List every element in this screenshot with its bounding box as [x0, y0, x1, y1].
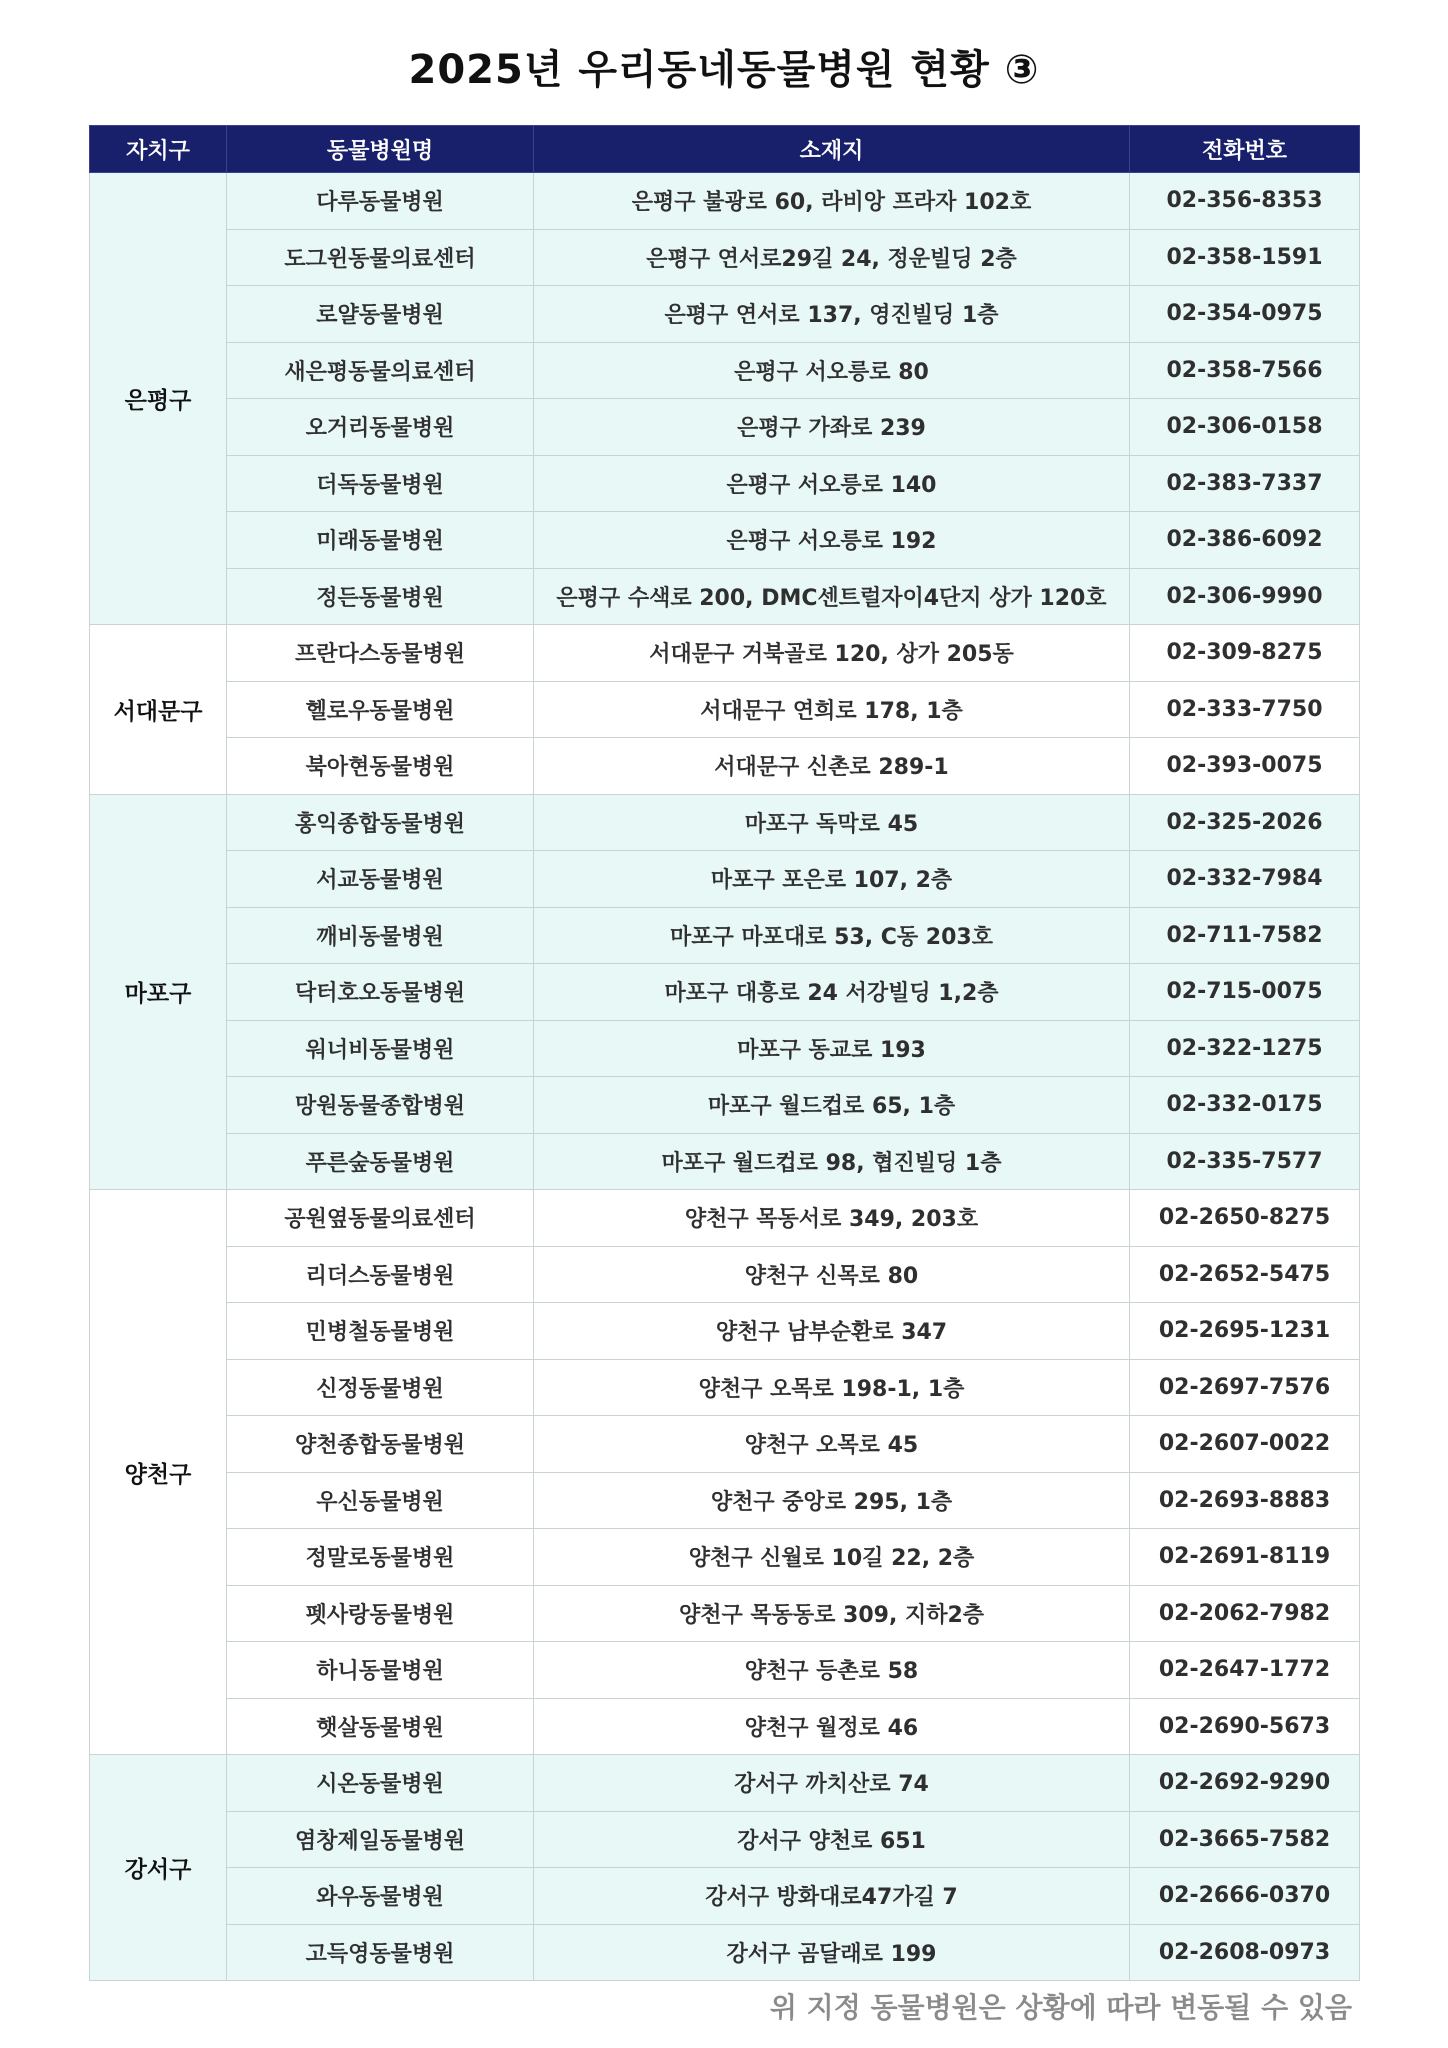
- district-cell: 은평구: [90, 173, 227, 625]
- hospital-name-cell: 염창제일동물병원: [227, 1811, 534, 1868]
- district-cell: 서대문구: [90, 625, 227, 795]
- hospital-name-cell: 시온동물병원: [227, 1755, 534, 1812]
- hospital-name-cell: 햇살동물병원: [227, 1698, 534, 1755]
- phone-cell: 02-358-7566: [1130, 342, 1360, 399]
- table-row: [90, 681, 1360, 738]
- phone-cell: 02-711-7582: [1130, 907, 1360, 964]
- address-cell: 서대문구 신촌로 289-1: [534, 738, 1130, 795]
- table-row: [90, 512, 1360, 569]
- address-cell: 마포구 월드컵로 98, 협진빌딩 1층: [534, 1133, 1130, 1190]
- hospital-name-cell: 더독동물병원: [227, 455, 534, 512]
- phone-cell: 02-2062-7982: [1130, 1585, 1360, 1642]
- address-cell: 은평구 서오릉로 192: [534, 512, 1130, 569]
- hospital-name-cell: 리더스동물병원: [227, 1246, 534, 1303]
- address-cell: 은평구 가좌로 239: [534, 399, 1130, 456]
- hospital-name-cell: 우신동물병원: [227, 1472, 534, 1529]
- hospital-table: [89, 125, 1360, 1981]
- address-cell: 은평구 연서로 137, 영진빌딩 1층: [534, 286, 1130, 343]
- phone-cell: 02-715-0075: [1130, 964, 1360, 1021]
- phone-cell: 02-2690-5673: [1130, 1698, 1360, 1755]
- hospital-name-cell: 서교동물병원: [227, 851, 534, 908]
- address-cell: 마포구 독막로 45: [534, 794, 1130, 851]
- table-row: [90, 1811, 1360, 1868]
- phone-cell: 02-306-9990: [1130, 568, 1360, 625]
- address-cell: 은평구 불광로 60, 라비앙 프라자 102호: [534, 173, 1130, 230]
- phone-cell: 02-356-8353: [1130, 173, 1360, 230]
- table-row: [90, 568, 1360, 625]
- phone-cell: 02-335-7577: [1130, 1133, 1360, 1190]
- page-title: 2025년 우리동네동물병원 현황 ③: [408, 47, 1040, 93]
- table-row: [90, 1698, 1360, 1755]
- table-row: [90, 1924, 1360, 1981]
- table-row: [90, 1868, 1360, 1925]
- district-group: [90, 625, 1360, 795]
- table-row: [90, 794, 1360, 851]
- hospital-table-container: [89, 125, 1359, 1981]
- phone-cell: 02-354-0975: [1130, 286, 1360, 343]
- table-row: [90, 1190, 1360, 1247]
- hospital-name-cell: 다루동물병원: [227, 173, 534, 230]
- hospital-name-cell: 양천종합동물병원: [227, 1416, 534, 1473]
- hospital-name-cell: 망원동물종합병원: [227, 1077, 534, 1134]
- table-row: [90, 964, 1360, 1021]
- address-cell: 양천구 목동서로 349, 203호: [534, 1190, 1130, 1247]
- hospital-name-cell: 새은평동물의료센터: [227, 342, 534, 399]
- hospital-name-cell: 헬로우동물병원: [227, 681, 534, 738]
- phone-cell: 02-386-6092: [1130, 512, 1360, 569]
- address-cell: 양천구 오목로 45: [534, 1416, 1130, 1473]
- hospital-name-cell: 공원옆동물의료센터: [227, 1190, 534, 1247]
- district-group: [90, 794, 1360, 1190]
- hospital-name-cell: 하니동물병원: [227, 1642, 534, 1699]
- hospital-name-cell: 푸른숲동물병원: [227, 1133, 534, 1190]
- address-cell: 강서구 까치산로 74: [534, 1755, 1130, 1812]
- phone-cell: 02-325-2026: [1130, 794, 1360, 851]
- address-cell: 양천구 신목로 80: [534, 1246, 1130, 1303]
- phone-cell: 02-2607-0022: [1130, 1416, 1360, 1473]
- address-cell: 양천구 신월로 10길 22, 2층: [534, 1529, 1130, 1586]
- table-row: [90, 625, 1360, 682]
- hospital-name-cell: 와우동물병원: [227, 1868, 534, 1925]
- address-cell: 서대문구 거북골로 120, 상가 205동: [534, 625, 1130, 682]
- phone-cell: 02-2695-1231: [1130, 1303, 1360, 1360]
- address-cell: 은평구 서오릉로 140: [534, 455, 1130, 512]
- header-district: 자치구: [90, 126, 227, 173]
- phone-cell: 02-333-7750: [1130, 681, 1360, 738]
- phone-cell: 02-2666-0370: [1130, 1868, 1360, 1925]
- address-cell: 마포구 대흥로 24 서강빌딩 1,2층: [534, 964, 1130, 1021]
- address-cell: 양천구 등촌로 58: [534, 1642, 1130, 1699]
- district-cell: 마포구: [90, 794, 227, 1190]
- district-cell: 강서구: [90, 1755, 227, 1981]
- phone-cell: 02-383-7337: [1130, 455, 1360, 512]
- table-row: [90, 1642, 1360, 1699]
- address-cell: 양천구 오목로 198-1, 1층: [534, 1359, 1130, 1416]
- phone-cell: 02-2647-1772: [1130, 1642, 1360, 1699]
- phone-cell: 02-2697-7576: [1130, 1359, 1360, 1416]
- phone-cell: 02-3665-7582: [1130, 1811, 1360, 1868]
- address-cell: 은평구 수색로 200, DMC센트럴자이4단지 상가 120호: [534, 568, 1130, 625]
- address-cell: 마포구 동교로 193: [534, 1020, 1130, 1077]
- phone-cell: 02-2691-8119: [1130, 1529, 1360, 1586]
- hospital-name-cell: 정말로동물병원: [227, 1529, 534, 1586]
- hospital-name-cell: 고득영동물병원: [227, 1924, 534, 1981]
- hospital-name-cell: 미래동물병원: [227, 512, 534, 569]
- table-row: [90, 738, 1360, 795]
- table-row: [90, 342, 1360, 399]
- address-cell: 양천구 목동동로 309, 지하2층: [534, 1585, 1130, 1642]
- table-row: [90, 1246, 1360, 1303]
- table-row: [90, 1529, 1360, 1586]
- address-cell: 강서구 곰달래로 199: [534, 1924, 1130, 1981]
- table-row: [90, 1755, 1360, 1812]
- phone-cell: 02-332-0175: [1130, 1077, 1360, 1134]
- header-phone: 전화번호: [1130, 126, 1360, 173]
- phone-cell: 02-2652-5475: [1130, 1246, 1360, 1303]
- hospital-name-cell: 펫사랑동물병원: [227, 1585, 534, 1642]
- table-row: [90, 1133, 1360, 1190]
- table-row: [90, 399, 1360, 456]
- hospital-name-cell: 신정동물병원: [227, 1359, 534, 1416]
- footnote: 위 지정 동물병원은 상황에 따라 변동될 수 있음: [769, 1991, 1352, 2024]
- address-cell: 서대문구 연희로 178, 1층: [534, 681, 1130, 738]
- table-row: [90, 1416, 1360, 1473]
- phone-cell: 02-2608-0973: [1130, 1924, 1360, 1981]
- hospital-name-cell: 도그윈동물의료센터: [227, 229, 534, 286]
- table-row: [90, 1585, 1360, 1642]
- phone-cell: 02-2650-8275: [1130, 1190, 1360, 1247]
- district-cell: 양천구: [90, 1190, 227, 1755]
- phone-cell: 02-393-0075: [1130, 738, 1360, 795]
- address-cell: 강서구 양천로 651: [534, 1811, 1130, 1868]
- table-row: [90, 1359, 1360, 1416]
- table-row: [90, 907, 1360, 964]
- header-row: [90, 126, 1360, 173]
- hospital-name-cell: 정든동물병원: [227, 568, 534, 625]
- table-row: [90, 173, 1360, 230]
- district-group: [90, 1190, 1360, 1755]
- phone-cell: 02-358-1591: [1130, 229, 1360, 286]
- hospital-name-cell: 워너비동물병원: [227, 1020, 534, 1077]
- hospital-name-cell: 닥터호오동물병원: [227, 964, 534, 1021]
- table-row: [90, 1472, 1360, 1529]
- header-hospital-name: 동물병원명: [227, 126, 534, 173]
- address-cell: 양천구 월정로 46: [534, 1698, 1130, 1755]
- address-cell: 양천구 남부순환로 347: [534, 1303, 1130, 1360]
- table-row: [90, 1077, 1360, 1134]
- phone-cell: 02-322-1275: [1130, 1020, 1360, 1077]
- phone-cell: 02-309-8275: [1130, 625, 1360, 682]
- phone-cell: 02-2693-8883: [1130, 1472, 1360, 1529]
- address-cell: 양천구 중앙로 295, 1층: [534, 1472, 1130, 1529]
- address-cell: 강서구 방화대로47가길 7: [534, 1868, 1130, 1925]
- hospital-name-cell: 깨비동물병원: [227, 907, 534, 964]
- table-row: [90, 229, 1360, 286]
- table-row: [90, 286, 1360, 343]
- address-cell: 마포구 포은로 107, 2층: [534, 851, 1130, 908]
- table-header: [90, 126, 1360, 173]
- hospital-name-cell: 홍익종합동물병원: [227, 794, 534, 851]
- phone-cell: 02-2692-9290: [1130, 1755, 1360, 1812]
- address-cell: 마포구 마포대로 53, C동 203호: [534, 907, 1130, 964]
- address-cell: 은평구 서오릉로 80: [534, 342, 1130, 399]
- hospital-name-cell: 북아현동물병원: [227, 738, 534, 795]
- district-group: [90, 1755, 1360, 1981]
- hospital-name-cell: 민병철동물병원: [227, 1303, 534, 1360]
- hospital-name-cell: 프란다스동물병원: [227, 625, 534, 682]
- hospital-name-cell: 오거리동물병원: [227, 399, 534, 456]
- district-group: [90, 173, 1360, 625]
- hospital-name-cell: 로얄동물병원: [227, 286, 534, 343]
- address-cell: 은평구 연서로29길 24, 정운빌딩 2층: [534, 229, 1130, 286]
- phone-cell: 02-306-0158: [1130, 399, 1360, 456]
- table-row: [90, 1020, 1360, 1077]
- table-row: [90, 851, 1360, 908]
- address-cell: 마포구 월드컵로 65, 1층: [534, 1077, 1130, 1134]
- header-address: 소재지: [534, 126, 1130, 173]
- table-row: [90, 455, 1360, 512]
- phone-cell: 02-332-7984: [1130, 851, 1360, 908]
- table-row: [90, 1303, 1360, 1360]
